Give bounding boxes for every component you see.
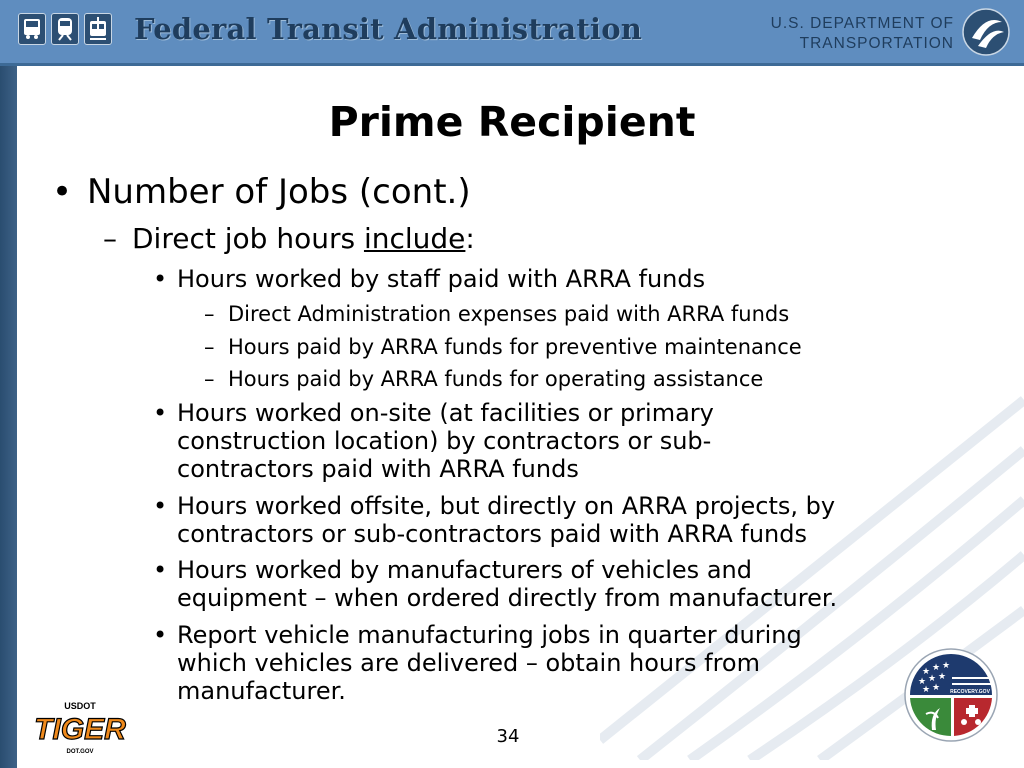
level2-underlined: include	[363, 222, 466, 255]
bullet-line: manufacturer.	[177, 677, 346, 705]
bullet-line: Hours worked by staff paid with ARRA funds	[177, 265, 706, 293]
bullet-line: which vehicles are delivered – obtain hours from	[177, 649, 760, 677]
svg-text:★: ★	[922, 667, 931, 677]
dash-icon: –	[204, 335, 215, 359]
bullet-icon: •	[153, 399, 168, 427]
header-bar	[0, 0, 1024, 66]
bullet-line: Hours worked offsite, but directly on ARRA projects, by	[177, 492, 836, 520]
svg-text:★: ★	[928, 674, 937, 684]
left-accent-bar	[0, 66, 17, 768]
recovery-logo-icon	[904, 648, 998, 742]
level2-text	[132, 222, 475, 256]
svg-text:★: ★	[922, 685, 931, 695]
streetcar-icon	[84, 13, 112, 45]
svg-text:★: ★	[938, 672, 947, 682]
bullet-icon: •	[153, 265, 168, 293]
agency-name: Federal Transit Administration	[134, 12, 643, 46]
bullet-line: Hours worked on-site (at facilities or primary	[177, 399, 714, 427]
level2-prefix: Direct job hours	[132, 222, 364, 255]
dash-icon: –	[103, 222, 117, 255]
department-line-1: U.S. DEPARTMENT OF	[770, 15, 954, 32]
bullet-line: Report vehicle manufacturing jobs in quarter during	[177, 621, 802, 649]
sub-item-text: Direct Administration expenses paid with ARRA funds	[228, 302, 790, 326]
sub-item-text: Hours paid by ARRA funds for operating assistance	[228, 367, 764, 391]
train-icon	[51, 13, 79, 45]
bullet-icon: •	[153, 556, 168, 584]
bus-icon	[18, 13, 46, 45]
tiger-logo-icon	[27, 698, 133, 756]
slide-title: Prime Recipient	[328, 98, 696, 146]
svg-text:★: ★	[918, 677, 927, 687]
recovery-text: RECOVERY.GOV	[950, 689, 990, 695]
dash-icon: –	[204, 367, 215, 391]
svg-text:★: ★	[932, 663, 941, 673]
department-name	[771, 14, 954, 54]
bullet-line: equipment – when ordered directly from manufacturer.	[177, 584, 838, 612]
bullet-line: construction location) by contractors or sub-	[177, 427, 712, 455]
page-number: 34	[496, 726, 520, 747]
tiger-word-text: TIGER	[34, 713, 126, 746]
bullet-line: contractors or sub-contractors paid with ARRA funds	[177, 520, 807, 548]
bullet-line: Hours worked by manufacturers of vehicles and	[177, 556, 752, 584]
dash-icon: –	[204, 302, 215, 326]
department-line-2: TRANSPORTATION	[799, 35, 954, 52]
bullet-icon: •	[153, 621, 168, 649]
bullet-line: contractors paid with ARRA funds	[177, 455, 579, 483]
level2-suffix: :	[465, 222, 475, 255]
level1-text: Number of Jobs (cont.)	[87, 172, 471, 212]
dot-logo-icon	[962, 8, 1010, 56]
bullet-icon: •	[153, 492, 168, 520]
tiger-bottom-text: DOT.GOV	[66, 749, 94, 755]
bullet-icon: •	[52, 172, 73, 212]
svg-text:★: ★	[932, 683, 941, 693]
tiger-top-text: USDOT	[64, 701, 96, 711]
svg-text:★: ★	[942, 661, 951, 671]
sub-item-text: Hours paid by ARRA funds for preventive maintenance	[228, 335, 802, 359]
transit-icons	[18, 13, 112, 45]
